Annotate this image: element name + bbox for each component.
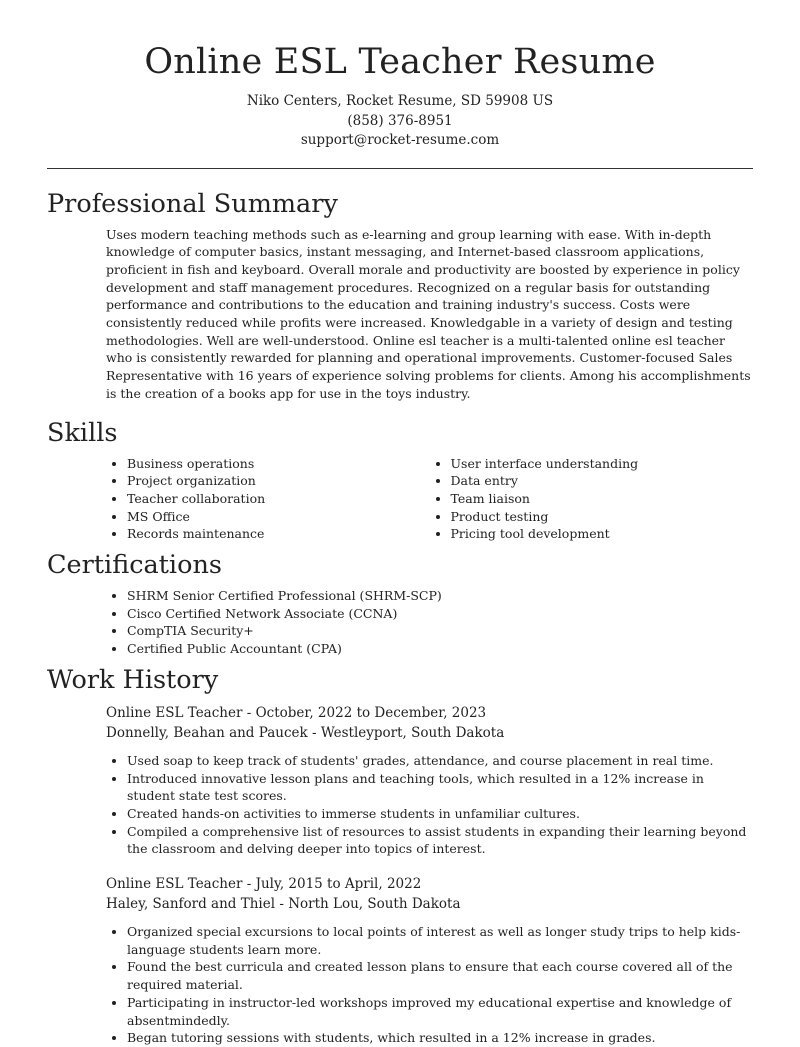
job-company-line: Haley, Sanford and Thiel - North Lou, South Dakota	[106, 896, 461, 913]
skills-heading: Skills	[47, 417, 118, 448]
skill-item: • Project organization	[127, 472, 430, 490]
certification-item: • Certified Public Accountant (CPA)	[127, 640, 753, 658]
job-title-line: Online ESL Teacher - October, 2022 to December, 2023	[106, 704, 487, 721]
certification-item: • CompTIA Security+	[127, 622, 753, 640]
skills-section	[47, 417, 753, 544]
certification-item: • Cisco Certified Network Associate (CCNA)	[127, 605, 753, 623]
skills-grid	[106, 455, 753, 544]
resume-header	[0, 0, 800, 151]
certification-item: • SHRM Senior Certified Professional (SHRM-SCP)	[127, 587, 753, 605]
skill-item: • Business operations	[127, 455, 430, 473]
job-company-line: Donnelly, Beahan and Paucek - Westleyport, South Dakota	[106, 724, 505, 741]
work-history-section	[47, 664, 753, 1047]
skills-list-left	[106, 455, 430, 544]
contact-phone: (858) 376-8951	[347, 112, 453, 129]
skills-list-right	[430, 455, 754, 544]
job-entry	[106, 703, 753, 858]
job-bullet: • Created hands-on activities to immerse students in unfamiliar cultures.	[127, 805, 753, 823]
header-divider	[47, 168, 753, 169]
job-bullet-list	[106, 752, 753, 858]
certifications-list	[106, 587, 753, 658]
job-bullet: • Organized special excursions to local points of interest as well as longer study trips to help kids-language students learn more.	[127, 923, 753, 958]
job-bullet: • Began tutoring sessions with students, which resulted in a 12% increase in grades.	[127, 1029, 753, 1047]
job-bullet: • Compiled a comprehensive list of resources to assist students in expanding their learning beyond the classroom and delving deeper into topics of interest.	[127, 823, 753, 858]
skill-item: • Records maintenance	[127, 525, 430, 543]
skill-item: • Team liaison	[451, 490, 754, 508]
job-bullet: • Participating in instructor-led workshops improved my educational expertise and knowledge of absentmindedly.	[127, 994, 753, 1029]
certifications-section	[47, 549, 753, 658]
skill-item: • User interface understanding	[451, 455, 754, 473]
skill-item: • Product testing	[451, 508, 754, 526]
job-entry	[106, 874, 753, 1047]
contact-block	[0, 92, 800, 151]
job-bullet: • Found the best curricula and created lesson plans to ensure that each course covered all of the required material.	[127, 958, 753, 993]
summary-section	[47, 188, 753, 403]
job-bullet-list	[106, 923, 753, 1047]
skill-item: • MS Office	[127, 508, 430, 526]
resume-title: Online ESL Teacher Resume	[144, 42, 656, 82]
skill-item: • Data entry	[451, 472, 754, 490]
summary-text: Uses modern teaching methods such as e-learning and group learning with ease. With in-depth knowledge of computer basics, instant messaging, and Internet-based classroom applications, proficient in fish and keyboard. Overall morale and productivity are boosted by experience in policy development and staff management procedures. Recognized on a regular basis for outstanding performance and contributions to the education and training industry's success. Costs were consistently reduced while profits were increased. Knowledgable in a variety of design and testing methodologies. Well are well-understood. Online esl teacher is a multi-talented online esl teacher who is consistently rewarded for planning and operational improvements. Customer-focused Sales Representative with 16 years of experience solving problems for clients. Among his accomplishments is the creation of a books app for use in the toys industry.	[106, 226, 751, 401]
job-title-line: Online ESL Teacher - July, 2015 to April, 2022	[106, 876, 422, 893]
contact-address: Niko Centers, Rocket Resume, SD 59908 US	[246, 93, 554, 109]
skill-item: • Pricing tool development	[451, 525, 754, 543]
summary-heading: Professional Summary	[47, 188, 338, 219]
job-bullet: • Used soap to keep track of students' grades, attendance, and course placement in real time.	[127, 752, 753, 770]
certifications-heading: Certifications	[47, 550, 222, 581]
contact-email: support@rocket-resume.com	[300, 132, 500, 148]
skill-item: • Teacher collaboration	[127, 490, 430, 508]
job-bullet: • Introduced innovative lesson plans and teaching tools, which resulted in a 12% increase in student state test scores.	[127, 770, 753, 805]
work-history-heading: Work History	[47, 664, 219, 695]
